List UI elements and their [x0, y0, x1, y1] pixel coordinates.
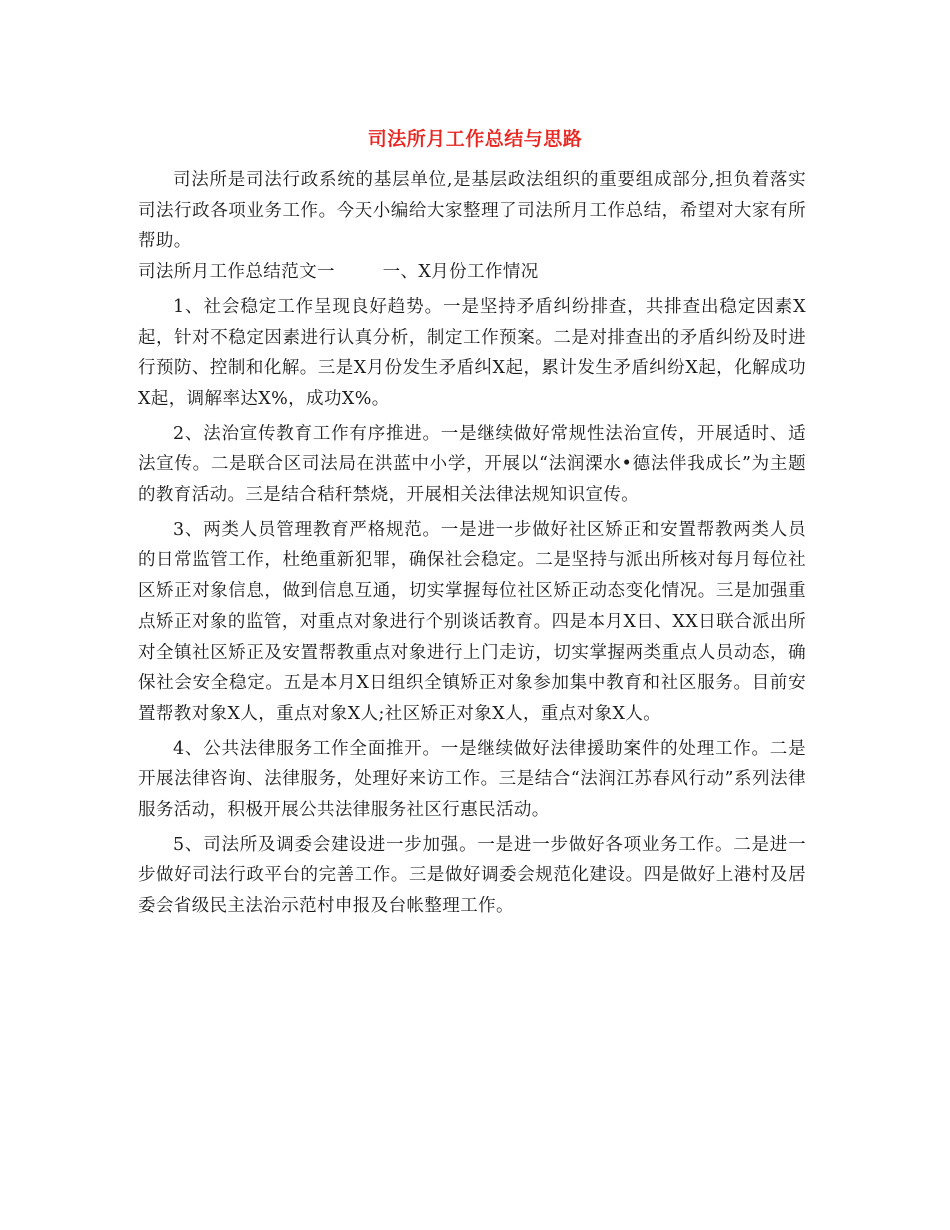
- item-paragraph-2: 2、法治宣传教育工作有序推进。一是继续做好常规性法治宣传，开展适时、适法宣传。二是联合区司法局在洪蓝中小学，开展以“法润溧水•德法伴我成长”为主题的教育活动。三是结合秸秆禁烧，开展相关法律法规知识宣传。: [138, 423, 806, 506]
- section-heading-line: [138, 257, 806, 288]
- document-body: [138, 165, 806, 922]
- item-paragraph-1: 1、社会稳定工作呈现良好趋势。一是坚持矛盾纠纷排查，共排查出稳定因素X起，针对不稳定因素进行认真分析，制定工作预案。二是对排查出的矛盾纠纷及时进行预防、控制和化解。三是X月份发生矛盾纠X起，累计发生矛盾纠纷X起，化解成功X起，调解率达X%，成功X%。: [138, 296, 806, 409]
- section-subheading: 一、X月份工作情况: [382, 262, 539, 283]
- intro-paragraph: 司法所是司法行政系统的基层单位,是基层政法组织的重要组成部分,担负着落实司法行政各项业务工作。今天小编给大家整理了司法所月工作总结，希望对大家有所帮助。: [138, 170, 806, 252]
- item-paragraph-5: 5、司法所及调委会建设进一步加强。一是进一步做好各项业务工作。二是进一步做好司法行政平台的完善工作。三是做好调委会规范化建设。四是做好上港村及居委会省级民主法治示范村申报及台帐整理工作。: [138, 834, 806, 917]
- item-paragraph-3: 3、两类人员管理教育严格规范。一是进一步做好社区矫正和安置帮教两类人员的日常监管工作，杜绝重新犯罪，确保社会稳定。二是坚持与派出所核对每月每位社区矫正对象信息，做到信息互通，切实掌握每位社区矫正动态变化情况。三是加强重点矫正对象的监管，对重点对象进行个别谈话教育。四是本月X日、XX日联合派出所对全镇社区矫正及安置帮教重点对象进行上门走访，切实掌握两类重点人员动态，确保社会安全稳定。五是本月X日组织全镇矫正对象参加集中教育和社区服务。目前安置帮教对象X人，重点对象X人;社区矫正对象X人，重点对象X人。: [138, 519, 806, 724]
- document-title: 司法所月工作总结与思路: [367, 128, 583, 150]
- section-heading: 司法所月工作总结范文一: [138, 262, 335, 283]
- item-paragraph-4: 4、公共法律服务工作全面推开。一是继续做好法律援助案件的处理工作。二是开展法律咨询、法律服务，处理好来访工作。三是结合“法润江苏春风行动”系列法律服务活动，积极开展公共法律服务社区行惠民活动。: [138, 738, 806, 821]
